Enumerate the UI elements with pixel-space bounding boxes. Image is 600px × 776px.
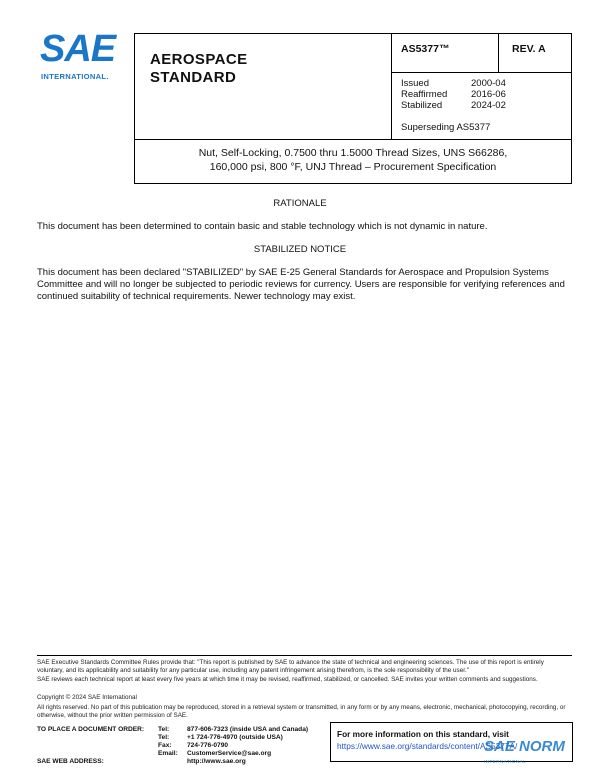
web-address-link[interactable]: http://www.sae.org xyxy=(187,758,246,765)
document-subject xyxy=(134,146,572,174)
doc-type-line2: STANDARD xyxy=(150,69,237,86)
rules-text: SAE Executive Standards Committee Rules provide that: "This report is published by SAE to advance the state of technical and engineering sciences. The use of this report is entirely voluntary, and its applicability and suitability for any particular use, including any patent infringement arising therefrom, is the sole responsibility of the user." xyxy=(37,659,544,674)
doc-type-title xyxy=(150,51,248,87)
watermark-logo xyxy=(468,736,600,776)
doc-number: AS5377™ xyxy=(401,43,450,55)
date-row-stabilized xyxy=(401,100,506,111)
revision-label: REV. A xyxy=(512,43,546,55)
sae-logo xyxy=(38,28,122,86)
date-label: Reaffirmed xyxy=(401,89,448,100)
review-text: SAE reviews each technical report at least every five years at which time it may be revised, reaffirmed, stabilized, or cancelled. SAE invites your written comments and suggestions. xyxy=(37,676,538,683)
standard-url-link[interactable]: https://www.sae.org/standards/content/AS5377A/ xyxy=(337,741,518,751)
footer-divider xyxy=(37,655,572,656)
contact-row: Fax: 724-776-0790 xyxy=(158,742,229,749)
date-label: Issued xyxy=(401,78,429,89)
contact-row: Tel: +1 724-776-4970 (outside USA) xyxy=(158,734,283,741)
logo-subtitle: INTERNATIONAL. xyxy=(41,72,109,81)
subject-line1: Nut, Self-Locking, 0.7500 thru 1.5000 Thread Sizes, UNS S66286, xyxy=(198,147,508,159)
rights-text: All rights reserved. No part of this publication may be reproduced, stored in a retrieval system or transmitted, in any form or by any means, electronic, mechanical, photocopying, recording, or otherwise, without the prior written permission of SAE. xyxy=(37,704,566,719)
stabilized-notice-text: This document has been declared "STABILIZED" by SAE E-25 General Standards for Aerospace and Propulsion Systems Committee and will no longer be subjected to periodic reviews for currency. Users are responsible for verifying references and continued suitability of technical requirements. Newer technology may exist. xyxy=(37,267,565,302)
web-address-label: SAE WEB ADDRESS: xyxy=(37,758,104,765)
more-info-title: For more information on this standard, visit xyxy=(337,729,509,739)
watermark-sub: INTERNATIONAL xyxy=(484,759,527,764)
superseding-note: Superseding AS5377 xyxy=(401,122,491,133)
order-label: TO PLACE A DOCUMENT ORDER: xyxy=(37,726,145,733)
subject-line2: 160,000 psi, 800 °F, UNJ Thread – Procurement Specification xyxy=(209,161,497,173)
date-row-issued xyxy=(401,78,506,89)
date-value: 2016-06 xyxy=(471,89,506,100)
contact-row: Email: CustomerService@sae.org xyxy=(158,750,272,757)
watermark-text: SAE NORM xyxy=(484,738,565,755)
stabilized-notice-heading: STABILIZED NOTICE xyxy=(253,244,347,255)
logo-mark: SAE xyxy=(40,28,116,70)
email-link[interactable]: CustomerService@sae.org xyxy=(187,750,272,757)
date-row-reaffirmed xyxy=(401,89,506,100)
date-value: 2024-02 xyxy=(471,100,506,111)
doc-type-line1: AEROSPACE xyxy=(150,51,248,68)
copyright: Copyright © 2024 SAE International xyxy=(37,694,137,701)
date-label: Stabilized xyxy=(401,100,443,111)
date-value: 2000-04 xyxy=(471,78,506,89)
contact-row: Tel: 877-606-7323 (inside USA and Canada) xyxy=(158,726,309,733)
rationale-heading: RATIONALE xyxy=(273,198,327,209)
rationale-text: This document has been determined to contain basic and stable technology which is not dynamic in nature. xyxy=(37,221,488,232)
